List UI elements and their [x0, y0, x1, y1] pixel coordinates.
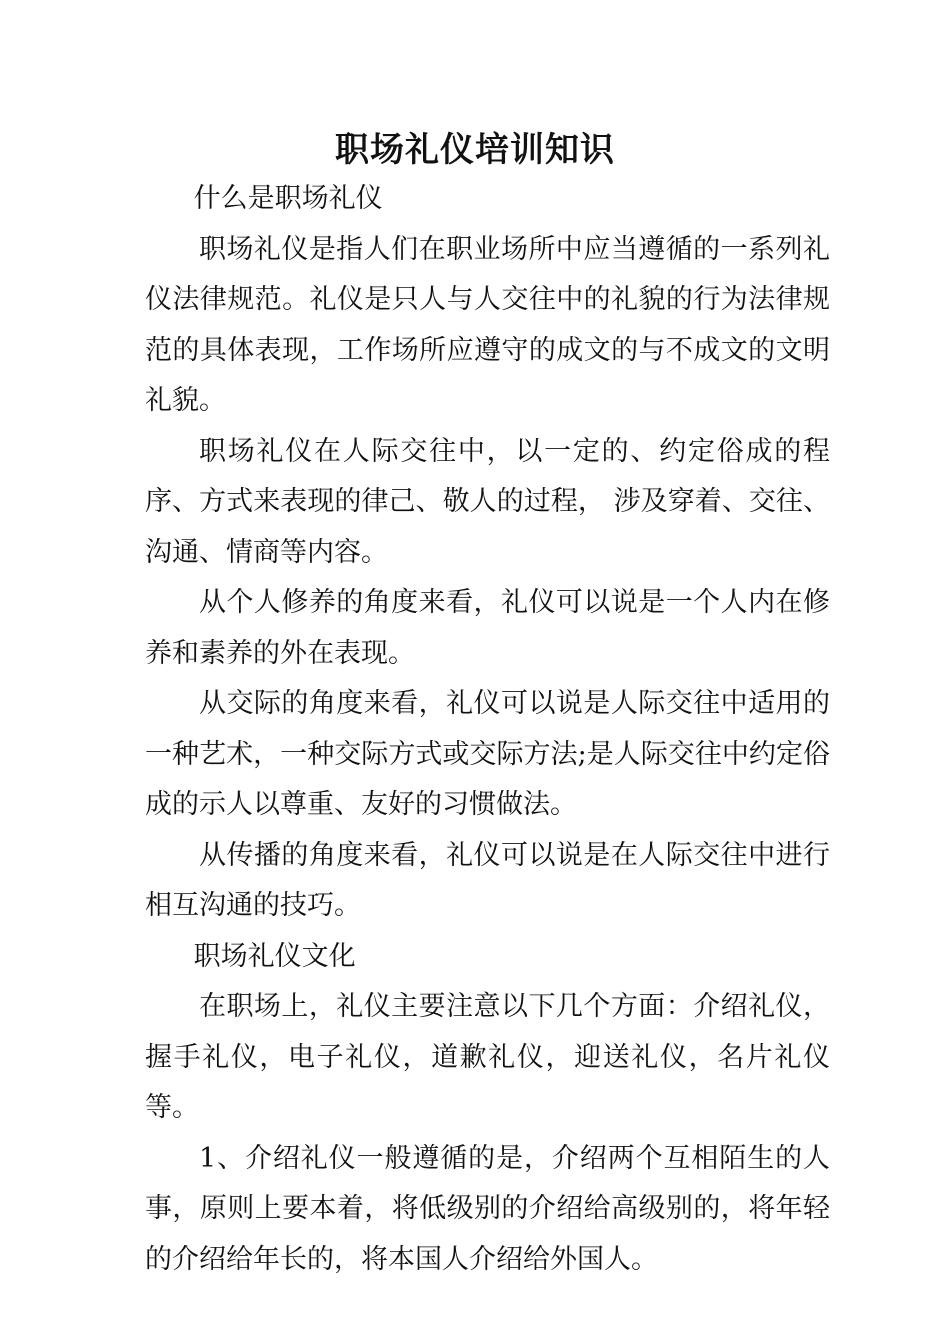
- document-body: [145, 174, 830, 1285]
- body-paragraph: 1、介绍礼仪一般遵循的是，介绍两个互相陌生的人事，原则上要本着，将低级别的介绍给高级别的，将年轻的介绍给年长的，将本国人介绍给外国人。: [145, 1142, 830, 1275]
- body-paragraph: 从个人修养的角度来看，礼仪可以说是一个人内在修养和素养的外在表现。: [145, 587, 830, 669]
- body-paragraph: 职场礼仪在人际交往中，以一定的、约定俗成的程序、方式来表现的律己、敬人的过程， 涉及穿着、交往、沟通、情商等内容。: [145, 435, 830, 568]
- body-paragraph: 职场礼仪是指人们在职业场所中应当遵循的一系列礼仪法律规范。礼仪是只人与人交往中的礼貌的行为法律规范的具体表现，工作场所应遵守的成文的与不成文的文明礼貌。: [145, 233, 830, 416]
- section-heading: 职场礼仪文化: [193, 940, 356, 972]
- body-paragraph: 从传播的角度来看，礼仪可以说是在人际交往中进行相互沟通的技巧。: [145, 839, 830, 921]
- body-paragraph: 从交际的角度来看，礼仪可以说是人际交往中适用的一种艺术，一种交际方式或交际方法;是人际交往中约定俗成的示人以尊重、友好的习惯做法。: [145, 688, 830, 820]
- document-title: 职场礼仪培训知识: [335, 130, 615, 170]
- body-paragraph: 在职场上，礼仪主要注意以下几个方面：介绍礼仪，握手礼仪，电子礼仪，道歉礼仪，迎送礼仪，名片礼仪等。: [145, 991, 830, 1123]
- section-heading: 什么是职场礼仪: [193, 183, 383, 214]
